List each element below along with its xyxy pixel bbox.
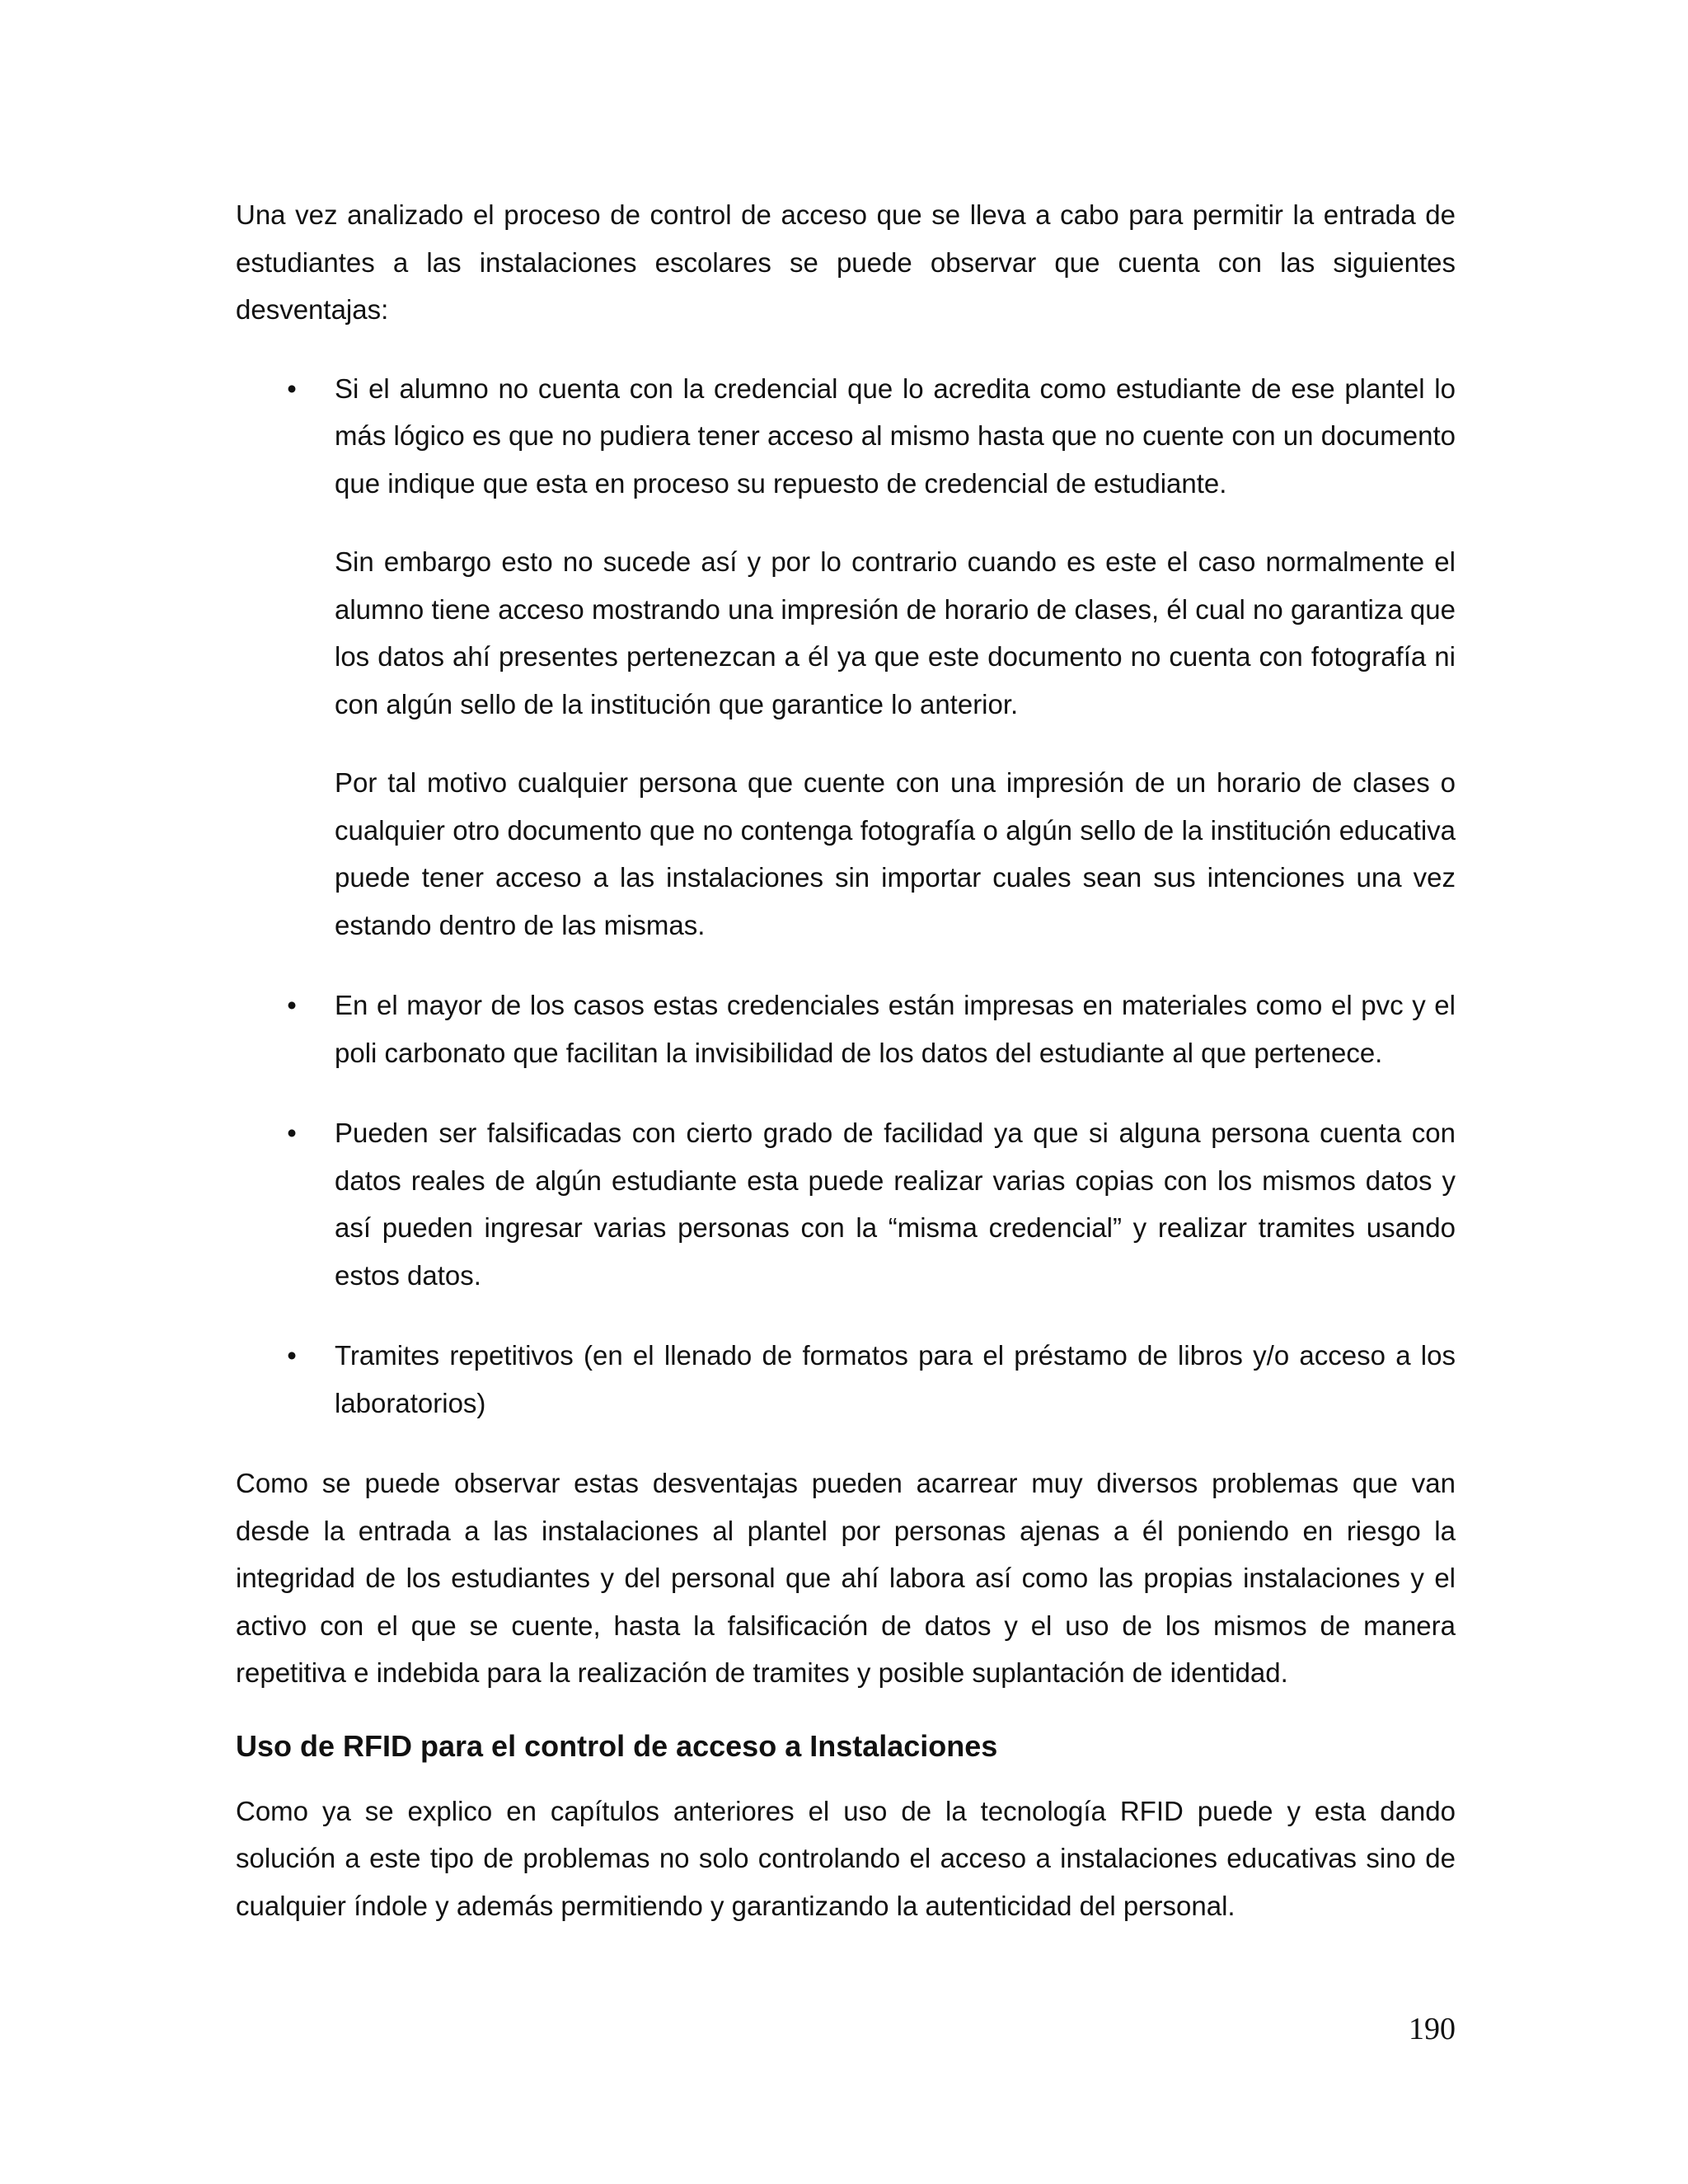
section-heading: Uso de RFID para el control de acceso a Instalaciones xyxy=(236,1728,998,1763)
bullet-glyph: • xyxy=(287,1340,297,1371)
intro-paragraph: Una vez analizado el proceso de control de acceso que se lleva a cabo para permitir la entrada de estudiantes a las instalaciones escolares se puede observar que cuenta con las siguientes desventajas: xyxy=(236,199,1456,325)
list-item-paragraph: Si el alumno no cuenta con la credencial que lo acredita como estudiante de ese plantel lo más lógico es que no pudiera tener acceso al mismo hasta que no cuente con un documento que indique que esta en proceso su repuesto de credencial de estudiante. xyxy=(335,373,1456,499)
section-body-paragraph: Como ya se explico en capítulos anteriores el uso de la tecnología RFID puede y esta dando solución a este tipo de problemas no solo controlando el acceso a instalaciones educativas sino de cualquier índole y además permitiendo y garantizando la autenticidad del personal. xyxy=(236,1795,1456,1921)
list-item xyxy=(236,982,1456,1076)
list-item xyxy=(236,1332,1456,1427)
closing-paragraph: Como se puede observar estas desventajas pueden acarrear muy diversos problemas que van desde la entrada a las instalaciones al plantel por personas ajenas a él poniendo en riesgo la integridad de los estudiantes y del personal que ahí labora así como las propias instalaciones y el activo con el que se cuente, hasta la falsificación de datos y el uso de los mismos de manera repetitiva e indebida para la realización de tramites y posible suplantación de identidad. xyxy=(236,1468,1456,1688)
list-item-paragraph: Por tal motivo cualquier persona que cuente con una impresión de un horario de clases o cualquier otro documento que no contenga fotografía o algún sello de la institución educativa puede tener acceso a las instalaciones sin importar cuales sean sus intenciones una vez estando dentro de las mismas. xyxy=(335,767,1456,940)
page-number: 190 xyxy=(1409,2012,1456,2046)
list-item-paragraph: Pueden ser falsificadas con cierto grado de facilidad ya que si alguna persona cuenta con datos reales de algún estudiante esta puede realizar varias copias con los mismos datos y así pueden ingresar varias personas con la “misma credencial” y realizar tramites usando estos datos. xyxy=(335,1118,1456,1291)
list-item-paragraph: Tramites repetitivos (en el llenado de formatos para el préstamo de libros y/o acceso a los laboratorios) xyxy=(335,1340,1456,1418)
list-item xyxy=(236,365,1456,949)
bullet-glyph: • xyxy=(287,373,297,404)
list-item xyxy=(236,1109,1456,1299)
page-content xyxy=(236,191,1456,1929)
bullet-glyph: • xyxy=(287,990,297,1020)
disadvantages-list xyxy=(236,365,1456,1427)
list-item-paragraph: En el mayor de los casos estas credenciales están impresas en materiales como el pvc y el poli carbonato que facilitan la invisibilidad de los datos del estudiante al que pertenece. xyxy=(335,990,1456,1068)
bullet-glyph: • xyxy=(287,1118,297,1148)
list-item-paragraph: Sin embargo esto no sucede así y por lo contrario cuando es este el caso normalmente el alumno tiene acceso mostrando una impresión de horario de clases, él cual no garantiza que los datos ahí presentes pertenezcan a él ya que este documento no cuenta con fotografía ni con algún sello de la institución que garantice lo anterior. xyxy=(335,546,1456,719)
